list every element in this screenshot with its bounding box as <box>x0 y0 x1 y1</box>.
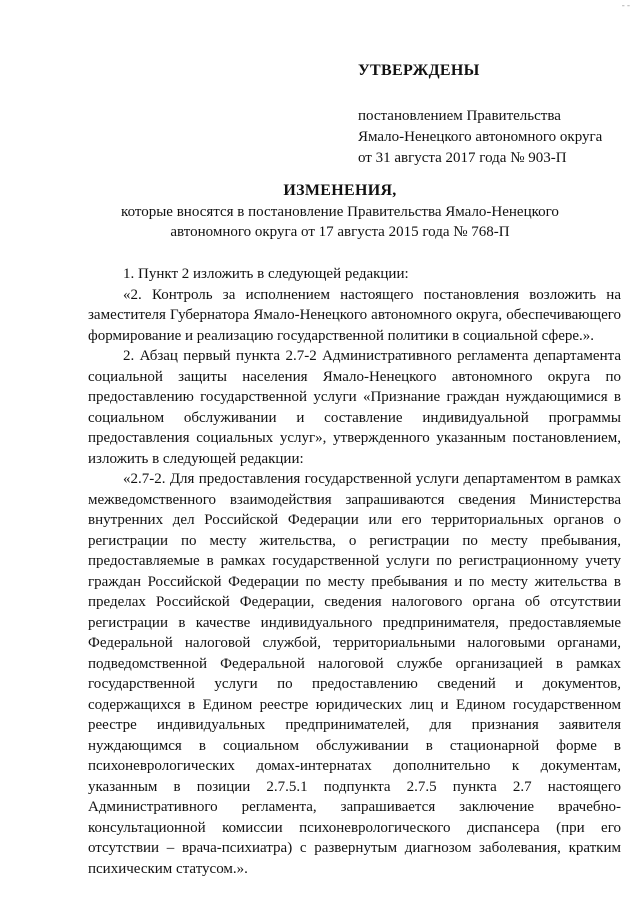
approval-title: УТВЕРЖДЕНЫ <box>358 62 480 79</box>
heading-subtitle-line-1: которые вносятся в постановление Правительства Ямало-Ненецкого <box>121 204 559 220</box>
paragraph-2: «2. Контроль за исполнением настоящего постановления возложить на заместителя Губернатора Ямало-Ненецкого автономного округа, обеспечивающего формирование и реализацию государственной политики в социальной сфере.». <box>88 286 621 344</box>
approval-block <box>358 62 628 169</box>
document-body <box>88 264 621 879</box>
heading-title: ИЗМЕНЕНИЯ, <box>283 182 397 199</box>
document-heading <box>70 180 610 242</box>
corner-mark: - - <box>621 0 630 10</box>
paragraph-1: 1. Пункт 2 изложить в следующей редакции: <box>123 266 409 282</box>
paragraph-4: «2.7-2. Для предоставления государственной услуги департаментом в рамках межведомственного взаимодействия запрашиваются сведения Министерства внутренних дел Российской Федерации или его территориальных органов о регистрации по месту жительства, о регистрации по месту пребывания, предоставляемые в рамках государственной услуги по регистрационному учету граждан Российской Федерации по месту пребывания и по месту жительства в пределах Российской Федерации, сведения налогового органа об отсутствии регистрации в качестве индивидуального предпринимателя, предоставляемые Федеральной налоговой службой, территориальными налоговыми органами, подведомственной Федеральной налоговой службе организацией в рамках государственной услуги по предоставлению сведений и документов, содержащихся в Едином реестре юридических лиц и Едином государственном реестре индивидуальных предпринимателей, для признания заявителя нуждающимся в социальном обслуживании в стационарной форме в психоневрологических домах-интернатах дополнительно к документам, указанным в позиции 2.7.5.1 подпункта 2.7.5 пункта 2.7 настоящего Административного регламента, запрашивается заключение врачебно-консультационной комиссии психоневрологического диспансера (при его отсутствии – врача-психиатра) с развернутым диагнозом заболевания, кратким психическим статусом.». <box>88 471 621 877</box>
heading-subtitle-line-2: автономного округа от 17 августа 2015 года № 768-П <box>170 224 510 240</box>
paragraph-3: 2. Абзац первый пункта 2.7-2 Административного регламента департамента социальной защиты населения Ямало-Ненецкого автономного округа по предоставлению государственной услуги «Признание граждан нуждающимися в социальном обслуживании и составление индивидуальной программы предоставления социальных услуг», утвержденного указанным постановлением, изложить в следующей редакции: <box>88 348 621 467</box>
approval-line-3: от 31 августа 2017 года № 903-П <box>358 150 567 166</box>
approval-line-1: постановлением Правительства <box>358 108 561 124</box>
approval-line-2: Ямало-Ненецкого автономного округа <box>358 129 603 145</box>
